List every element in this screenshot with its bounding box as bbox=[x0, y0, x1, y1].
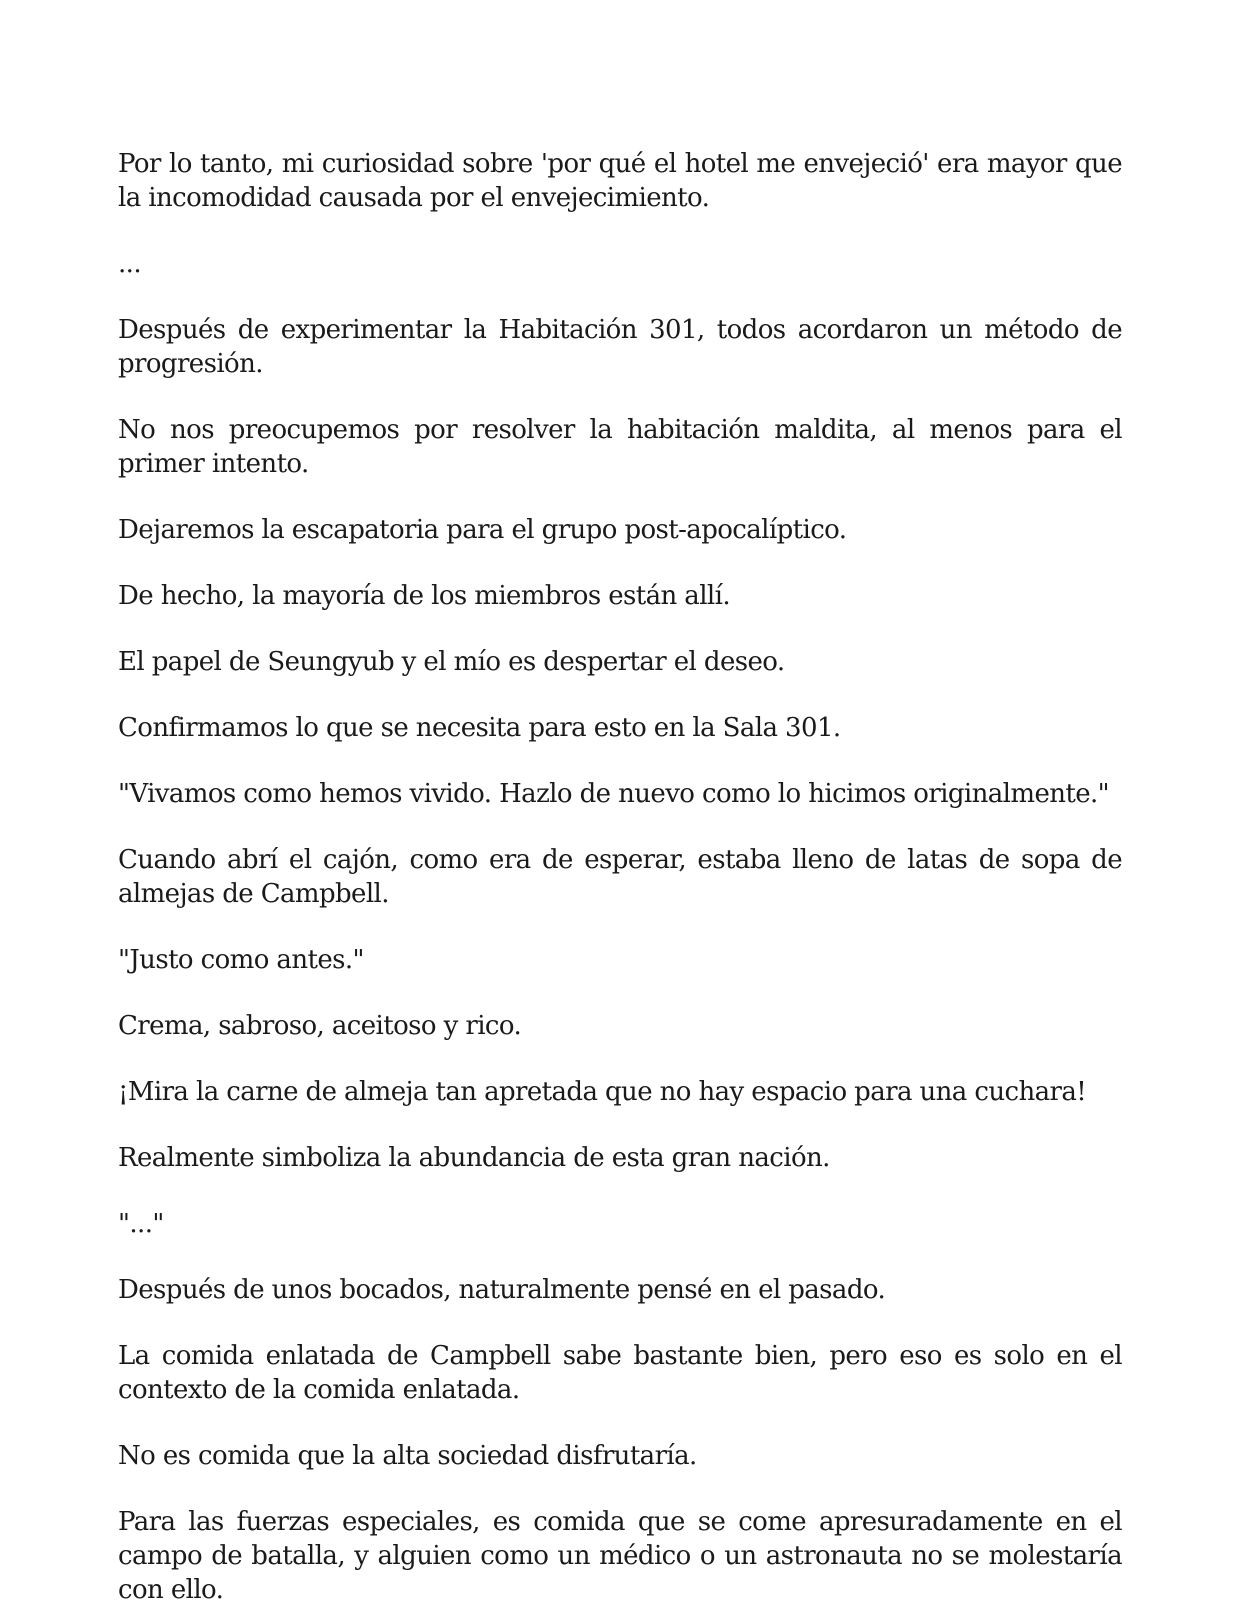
paragraph: Cuando abrí el cajón, como era de esperar, estaba lleno de latas de sopa de almejas de Campbell. bbox=[118, 845, 1122, 909]
document-body bbox=[118, 147, 1122, 1617]
paragraph: ¡Mira la carne de almeja tan apretada que no hay espacio para una cuchara! bbox=[118, 1077, 1087, 1107]
paragraph: Para las fuerzas especiales, es comida que se come apresuradamente en el campo de batalla, y alguien como un médico o un astronauta no se molestaría con ello. bbox=[118, 1507, 1122, 1605]
paragraph: Realmente simboliza la abundancia de esta gran nación. bbox=[118, 1143, 830, 1173]
paragraph: Por lo tanto, mi curiosidad sobre 'por qué el hotel me envejeció' era mayor que la incomodidad causada por el envejecimiento. bbox=[118, 149, 1122, 213]
paragraph: El papel de Seungyub y el mío es despertar el deseo. bbox=[118, 647, 785, 677]
paragraph: "..." bbox=[118, 1209, 164, 1239]
paragraph: Después de unos bocados, naturalmente pensé en el pasado. bbox=[118, 1275, 886, 1305]
paragraph: No nos preocupemos por resolver la habitación maldita, al menos para el primer intento. bbox=[118, 415, 1122, 479]
paragraph: No es comida que la alta sociedad disfrutaría. bbox=[118, 1441, 697, 1471]
paragraph: Dejaremos la escapatoria para el grupo post-apocalíptico. bbox=[118, 515, 847, 545]
paragraph: Crema, sabroso, aceitoso y rico. bbox=[118, 1011, 522, 1041]
paragraph: ... bbox=[118, 249, 141, 279]
paragraph: "Vivamos como hemos vivido. Hazlo de nuevo como lo hicimos originalmente." bbox=[118, 779, 1110, 809]
paragraph: De hecho, la mayoría de los miembros están allí. bbox=[118, 581, 731, 611]
paragraph: Después de experimentar la Habitación 301, todos acordaron un método de progresión. bbox=[118, 315, 1122, 379]
paragraph: La comida enlatada de Campbell sabe bastante bien, pero eso es solo en el contexto de la comida enlatada. bbox=[118, 1341, 1122, 1405]
paragraph: Confirmamos lo que se necesita para esto en la Sala 301. bbox=[118, 713, 841, 743]
paragraph: "Justo como antes." bbox=[118, 945, 364, 975]
